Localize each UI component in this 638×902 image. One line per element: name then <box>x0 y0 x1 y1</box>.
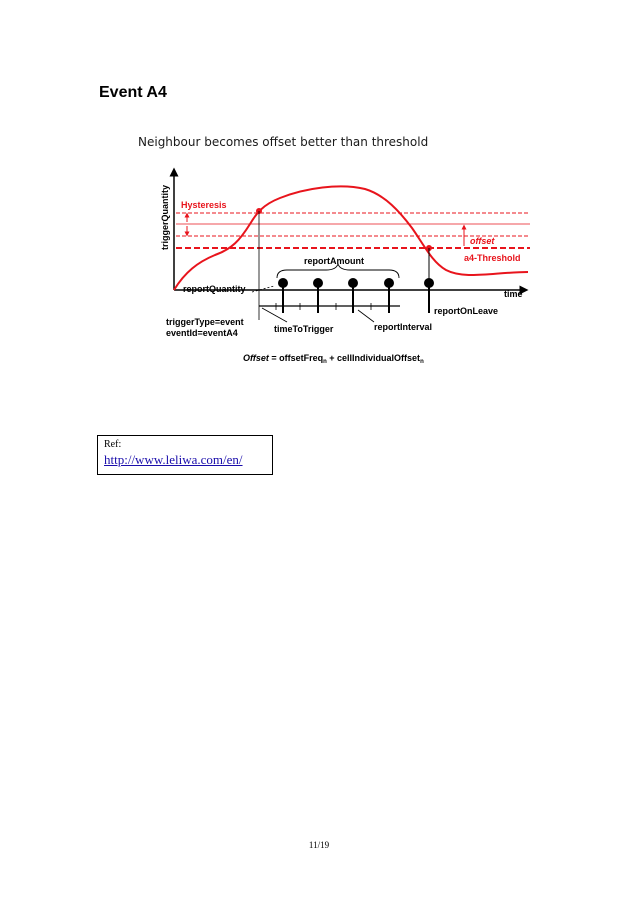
formula-plus: + cellIndividualOffset <box>326 353 421 363</box>
time-to-trigger-label: timeToTrigger <box>274 324 334 334</box>
report-quantity-label: reportQuantity <box>183 284 246 294</box>
reference-label: Ref: <box>104 439 122 450</box>
reference-box <box>97 435 273 475</box>
report-markers <box>279 279 433 313</box>
formula-sub2: n <box>420 359 424 365</box>
report-interval-label: reportInterval <box>374 322 433 332</box>
report-amount-label: reportAmount <box>304 256 364 266</box>
report-quantity-leader <box>252 286 274 292</box>
hysteresis-label: Hysteresis <box>181 200 227 210</box>
formula-offset-word: Offset <box>243 353 269 363</box>
figure-title: Neighbour becomes offset better than threshold <box>138 135 429 149</box>
report-interval-leader <box>358 310 374 322</box>
offset-formula <box>243 353 424 365</box>
formula-equals: = offsetFreq <box>268 353 324 363</box>
trigger-type-label: triggerType=event <box>166 317 244 327</box>
threshold-label: a4-Threshold <box>464 253 521 263</box>
event-id-label: eventId=eventA4 <box>166 328 238 338</box>
page-number: 11/19 <box>308 840 330 850</box>
page-heading: Event A4 <box>99 84 167 101</box>
formula-sub1: n <box>323 359 327 365</box>
report-on-leave-label: reportOnLeave <box>434 306 499 316</box>
offset-label: offset <box>470 236 495 246</box>
x-axis-label: time <box>504 289 523 299</box>
reference-link[interactable]: http://www.leliwa.com/en/ <box>104 452 243 467</box>
report-amount-brace <box>277 264 399 278</box>
y-axis-label: triggerQuantity <box>160 184 170 250</box>
